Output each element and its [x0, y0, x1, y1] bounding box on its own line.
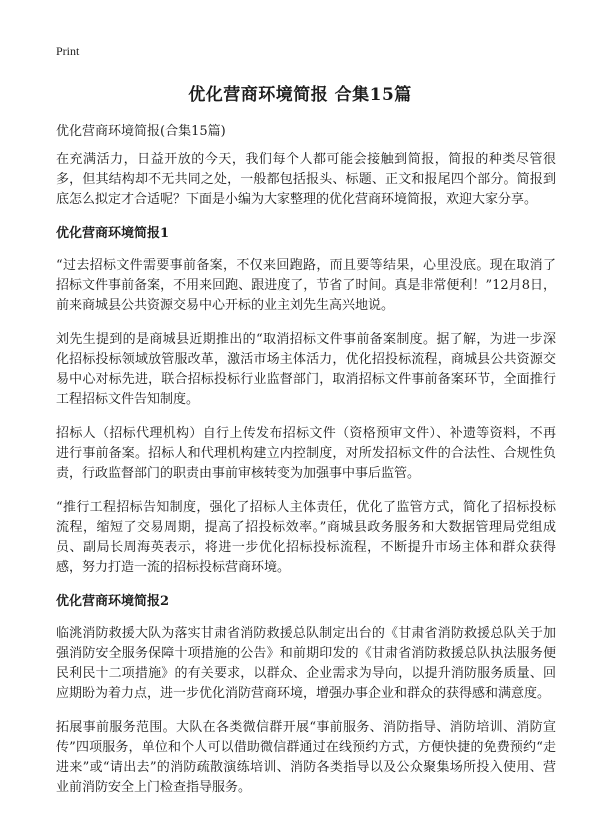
- section-heading-2: 优化营商环境简报2: [56, 594, 170, 609]
- print-link[interactable]: Print: [56, 44, 80, 58]
- section-1-paragraph-1: “过去招标文件需要事前备案，不仅来回跑路，而且要等结果，心里没底。现在取消了招标文件事前备案，不用来回跑、跟进度了，节省了时间。真是非常便利！”12月8日，前来商城县公共资源交易中心开标的业主刘先生高兴地说。: [56, 258, 556, 313]
- section-2-paragraph-1: 临洮消防救援大队为落实甘肃省消防救援总队制定出台的《甘肃省消防救援总队关于加强消防安全服务保障十项措施的公告》和前期印发的《甘肃省消防救援总队执法服务便民利民十二项措施》的有关要求，以群众、企业需求为导向，以提升消防服务质量、回应期盼为着力点，进一步优化消防营商环境，增强办事企业和群众的获得感和满意度。: [56, 626, 556, 701]
- document-body: [56, 150, 556, 812]
- document-subtitle: 优化营商环境简报(合集15篇): [56, 124, 226, 139]
- section-1-paragraph-3: 招标人（招标代理机构）自行上传发布招标文件（资格预审文件）、补遗等资料，不再进行事前备案。招标人和代理机构建立内控制度，对所发招标文件的合法性、合规性负责，行政监督部门的职责由事前审核转变为加强事中事后监管。: [56, 426, 556, 481]
- section-heading-1: 优化营商环境简报1: [56, 226, 170, 241]
- section-1-paragraph-4: “推行工程招标告知制度，强化了招标人主体责任，优化了监管方式，简化了招标投标流程，缩短了交易周期，提高了招投标效率。”商城县政务服务和大数据管理局党组成员、副局长周海英表示，将进一步优化招标投标流程，不断提升市场主体和群众获得感，努力打造一流的招标投标营商环境。: [56, 500, 556, 575]
- section-2-paragraph-2: 拓展事前服务范围。大队在各类微信群开展“事前服务、消防指导、消防培训、消防宣传”四项服务，单位和个人可以借助微信群通过在线预约方式，方便快捷的免费预约“走进来”或“请出去”的消防疏散演练培训、消防各类指导以及公众聚集场所投入使用、营业前消防安全上门检查指导服务。: [56, 720, 556, 795]
- section-1-paragraph-2: 刘先生提到的是商城县近期推出的“取消招标文件事前备案制度。据了解，为进一步深化招标投标领域放管服改革，激活市场主体活力，优化招投标流程，商城县公共资源交易中心对标先进，联合招标投标行业监督部门，取消招标文件事前备案环节，全面推行工程招标文件告知制度。: [56, 332, 556, 407]
- page-title: 优化营商环境简报 合集15篇: [188, 85, 412, 105]
- intro-paragraph: 在充满活力，日益开放的今天，我们每个人都可能会接触到简报，简报的种类尽管很多，但其结构却不无共同之处，一般都包括报头、标题、正文和报尾四个部分。简报到底怎么拟定才合适呢？下面是小编为大家整理的优化营商环境简报，欢迎大家分享。: [56, 152, 556, 207]
